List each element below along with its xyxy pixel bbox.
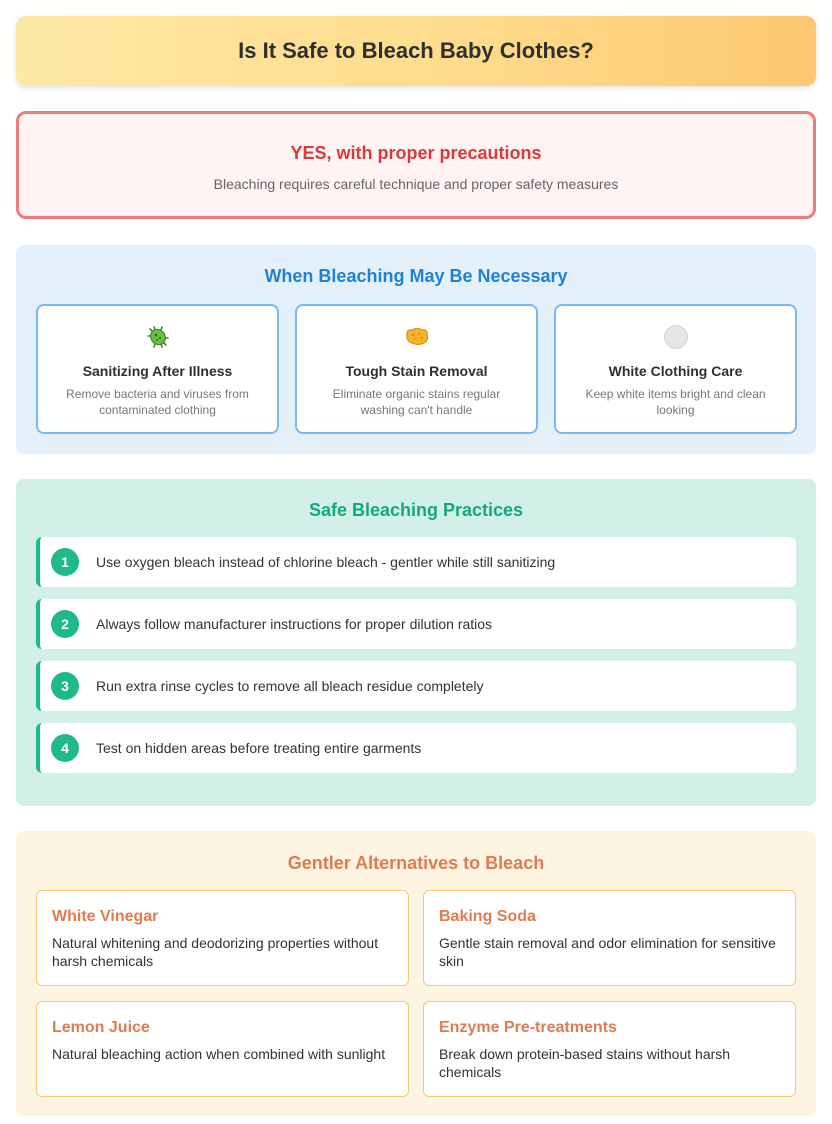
alternatives-section: [16, 831, 816, 1116]
necessary-card-title: Tough Stain Removal: [345, 363, 488, 379]
alternative-card: [36, 1001, 409, 1097]
alternative-desc: Break down protein-based stains without harsh chemicals: [439, 1046, 731, 1080]
answer-box: [16, 111, 816, 219]
answer-verdict: YES, with proper precautions: [290, 143, 542, 163]
answer-subtitle: Bleaching requires careful technique and proper safety measures: [213, 176, 619, 192]
necessary-card: [554, 304, 797, 434]
step-text: Test on hidden areas before treating entire garments: [96, 740, 422, 756]
necessary-card-title: White Clothing Care: [608, 363, 743, 379]
practices-section: [16, 479, 816, 806]
step-text: Always follow manufacturer instructions for proper dilution ratios: [96, 616, 493, 632]
step-text: Run extra rinse cycles to remove all bleach residue completely: [96, 678, 484, 694]
alternative-desc: Natural bleaching action when combined with sunlight: [52, 1046, 386, 1062]
alternative-card: [423, 890, 796, 986]
alternative-card: [36, 890, 409, 986]
germ-icon: [38, 323, 277, 351]
necessary-card-desc: Eliminate organic stains regular washing can't handle: [332, 387, 501, 417]
alternative-title: Enzyme Pre-treatments: [439, 1019, 617, 1036]
step-number: 1: [51, 548, 79, 576]
step-number: 2: [51, 610, 79, 638]
step-number: 4: [51, 734, 79, 762]
necessary-card-title: Sanitizing After Illness: [82, 363, 233, 379]
practice-step: [36, 723, 796, 773]
necessary-heading: When Bleaching May Be Necessary: [264, 266, 568, 286]
white-circle-icon: [556, 323, 795, 351]
step-number: 3: [51, 672, 79, 700]
alternatives-heading: Gentler Alternatives to Bleach: [287, 853, 545, 873]
alternative-title: Lemon Juice: [52, 1019, 150, 1036]
title-banner: [16, 16, 816, 86]
alternative-title: Baking Soda: [439, 908, 536, 925]
alternative-card: [423, 1001, 796, 1097]
practice-step: [36, 537, 796, 587]
necessary-section: [16, 245, 816, 454]
practices-heading: Safe Bleaching Practices: [308, 500, 524, 520]
necessary-card-desc: Keep white items bright and clean looking: [585, 387, 766, 417]
necessary-card: [36, 304, 279, 434]
alternative-desc: Natural whitening and deodorizing properties without harsh chemicals: [52, 935, 379, 969]
page-title: Is It Safe to Bleach Baby Clothes?: [238, 38, 594, 63]
alternative-title: White Vinegar: [52, 908, 159, 925]
necessary-card: [295, 304, 538, 434]
practice-step: [36, 661, 796, 711]
necessary-card-desc: Remove bacteria and viruses from contaminated clothing: [66, 387, 249, 417]
practice-step: [36, 599, 796, 649]
alternative-desc: Gentle stain removal and odor elimination for sensitive skin: [439, 935, 776, 969]
step-text: Use oxygen bleach instead of chlorine bleach - gentler while still sanitizing: [96, 554, 556, 570]
sponge-icon: [297, 323, 536, 351]
